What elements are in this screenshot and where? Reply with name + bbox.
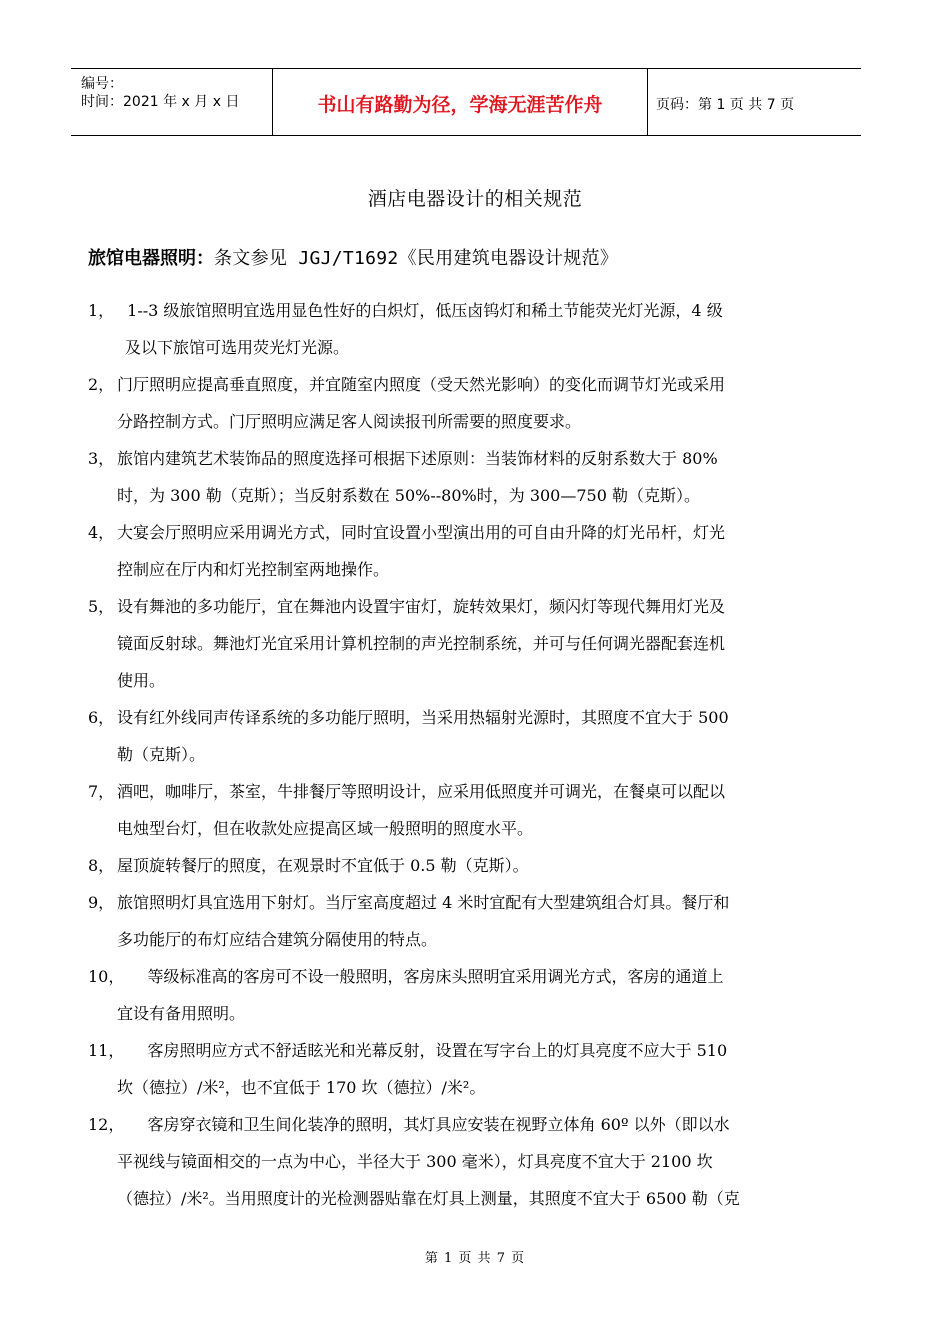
clause-line: 等级标准高的客房可不设一般照明，客房床头照明宜采用调光方式，客房的通道上 — [117, 967, 724, 986]
clause-text — [117, 440, 850, 514]
clause-line: 镜面反射球。舞池灯光宜采用计算机控制的声光控制系统，并可与任何调光器配套连机 — [117, 634, 726, 653]
clause-text — [117, 1106, 850, 1217]
clause-text — [117, 514, 850, 588]
clause-text — [117, 847, 850, 884]
section-heading — [88, 244, 618, 270]
clause-text — [117, 958, 850, 1032]
clause-line: 宜设有备用照明。 — [117, 1004, 246, 1023]
clause-text — [117, 699, 850, 773]
section-heading-lead: 旅馆电器照明： — [88, 248, 214, 269]
clause-number: 2， — [88, 375, 115, 394]
clause-number: 8， — [88, 856, 115, 875]
doc-number-label: 编号： — [81, 76, 123, 92]
clause-line: （德拉）/米²。当用照度计的光检测器贴靠在灯具上测量，其照度不宜大于 6500 勒（克 — [117, 1189, 740, 1208]
clause-line: 客房穿衣镜和卫生间化装净的照明，其灯具应安装在视野立体角 60º 以外（即以水 — [117, 1115, 730, 1134]
clause-line: 门厅照明应提高垂直照度，并宜随室内照度（受天然光影响）的变化而调节灯光或采用 — [117, 375, 726, 394]
clause-line: 屋顶旋转餐厅的照度，在观景时不宜低于 0.5 勒（克斯）。 — [117, 856, 529, 875]
page-header — [71, 68, 861, 136]
document-title: 酒店电器设计的相关规范 — [367, 188, 583, 210]
page-footer: 第 1 页 共 7 页 — [424, 1251, 526, 1266]
clause-line: 酒吧，咖啡厅，茶室，牛排餐厅等照明设计，应采用低照度并可调光，在餐桌可以配以 — [117, 782, 726, 801]
clause-number: 1， — [88, 301, 115, 320]
clause-text — [117, 292, 850, 366]
clause-line: 1--3 级旅馆照明宜选用显色性好的白炽灯，低压卤钨灯和稀土节能荧光灯光源，4 级 — [117, 301, 723, 320]
doc-time-label: 时间：2021 年 x 月 x 日 — [81, 94, 240, 110]
clause-line: 大宴会厅照明应采用调光方式，同时宜设置小型演出用的可自由升降的灯光吊杆，灯光 — [117, 523, 726, 542]
clause-line: 旅馆内建筑艺术装饰品的照度选择可根据下述原则：当装饰材料的反射系数大于 80% — [117, 449, 718, 468]
clause-text — [117, 588, 850, 699]
header-meta-cell — [71, 69, 273, 135]
clause-number: 3， — [88, 449, 115, 468]
clause-line: 平视线与镜面相交的一点为中心，半径大于 300 毫米），灯具亮度不宜大于 2100 坎 — [117, 1152, 713, 1171]
clause-line: 控制应在厅内和灯光控制室两地操作。 — [117, 560, 390, 579]
clause-line: 设有红外线同声传译系统的多功能厅照明，当采用热辐射光源时，其照度不宜大于 500 — [117, 708, 729, 727]
clause-line: 坎（德拉）/米²，也不宜低于 170 坎（德拉）/米²。 — [117, 1078, 486, 1097]
clause-line: 设有舞池的多功能厅，宜在舞池内设置宇宙灯，旋转效果灯，频闪灯等现代舞用灯光及 — [117, 597, 726, 616]
clause-line: 勒（克斯）。 — [117, 745, 206, 764]
clause-number: 12， — [88, 1115, 125, 1134]
clause-line: 客房照明应方式不舒适眩光和光幕反射，设置在写字台上的灯具亮度不应大于 510 — [117, 1041, 728, 1060]
clause-number: 5， — [88, 597, 115, 616]
clause-text — [117, 884, 850, 958]
clause-number: 11， — [88, 1041, 125, 1060]
clause-line: 旅馆照明灯具宜选用下射灯。当厅室高度超过 4 米时宜配有大型建筑组合灯具。餐厅和 — [117, 893, 730, 912]
section-heading-reference: 条文参见 JGJ/T1692《民用建筑电器设计规范》 — [214, 248, 619, 269]
clause-number: 10， — [88, 967, 125, 986]
clause-line: 分路控制方式。门厅照明应满足客人阅读报刊所需要的照度要求。 — [117, 412, 582, 431]
clause-number: 9， — [88, 893, 115, 912]
clause-text — [117, 366, 850, 440]
header-page-cell — [648, 69, 861, 135]
clause-line: 时，为 300 勒（克斯）；当反射系数在 50%--80%时，为 300—750 勒（克斯）。 — [117, 486, 700, 505]
clause-number: 4， — [88, 523, 115, 542]
clause-line: 及以下旅馆可选用荧光灯光源。 — [125, 338, 350, 357]
header-page-code: 页码：第 1 页 共 7 页 — [656, 97, 795, 113]
clause-text — [117, 1032, 850, 1106]
clause-line: 多功能厅的布灯应结合建筑分隔使用的特点。 — [117, 930, 438, 949]
clause-text — [117, 773, 850, 847]
clause-number: 7， — [88, 782, 115, 801]
clause-line: 电烛型台灯，但在收款处应提高区域一般照明的照度水平。 — [117, 819, 534, 838]
clause-line: 使用。 — [117, 671, 166, 690]
clause-number: 6， — [88, 708, 115, 727]
header-motto-cell — [273, 69, 648, 135]
header-motto: 书山有路勤为径，学海无涯苦作舟 — [317, 94, 603, 116]
